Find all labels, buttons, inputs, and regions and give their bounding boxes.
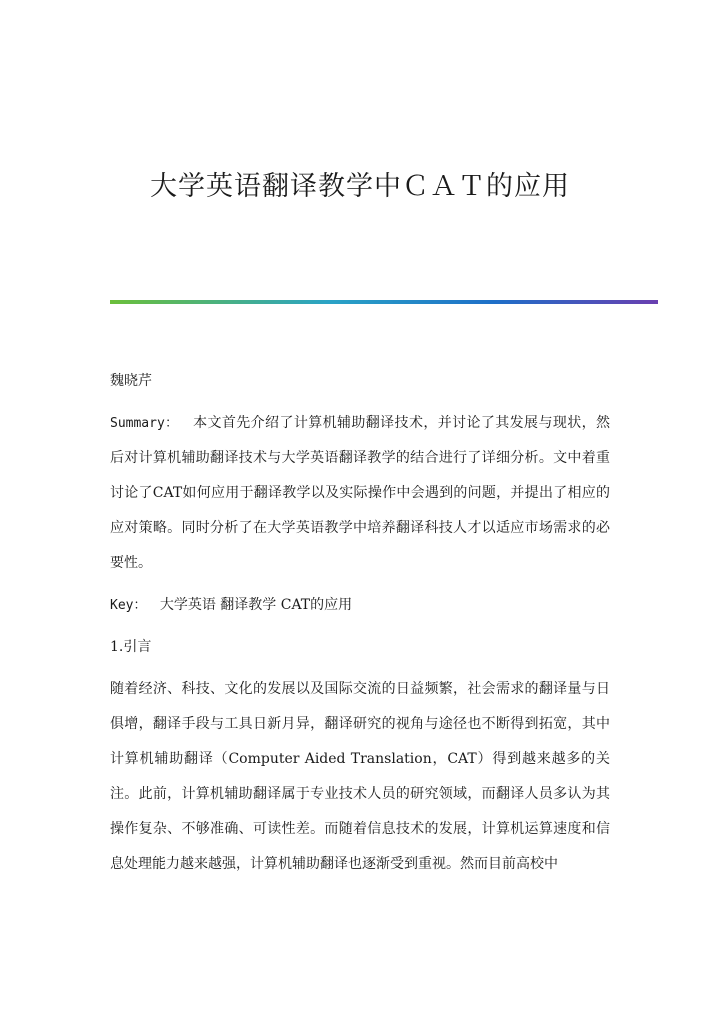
document-body [110,364,610,889]
summary-text: 本文首先介绍了计算机辅助翻译技术，并讨论了其发展与现状，然后对计算机辅助翻译技术与大学英语翻译教学的结合进行了详细分析。文中着重讨论了CAT如何应用于翻译教学以及实际操作中会遇到的问题，并提出了相应的应对策略。同时分析了在大学英语教学中培养翻译科技人才以适应市场需求的必要性。 [110,415,611,571]
author-name: 魏晓芹 [110,373,152,389]
title-divider [110,300,658,304]
keywords-paragraph [110,588,610,623]
body-paragraph: 随着经济、科技、文化的发展以及国际交流的日益频繁，社会需求的翻译量与日俱增，翻译手段与工具日新月异，翻译研究的视角与途径也不断得到拓宽，其中计算机辅助翻译（Computer Aided Translation，CAT）得到越来越多的关注。此前，计算机辅助翻译属于专业技术人员的研究领域，而翻译人员多认为其操作复杂、不够准确、可读性差。而随着信息技术的发展，计算机运算速度和信息处理能力越来越强，计算机辅助翻译也逐渐受到重视。然而目前高校中 [110,681,610,872]
keywords-text: 大学英语 翻译教学 CAT的应用 [159,597,353,613]
summary-label: Summary： [110,416,179,431]
summary-paragraph [110,406,610,581]
keywords-label: Key： [110,598,147,613]
document-title: 大学英语翻译教学中ＣＡＴ的应用 [150,171,570,202]
section-heading: 1.引言 [110,639,152,655]
